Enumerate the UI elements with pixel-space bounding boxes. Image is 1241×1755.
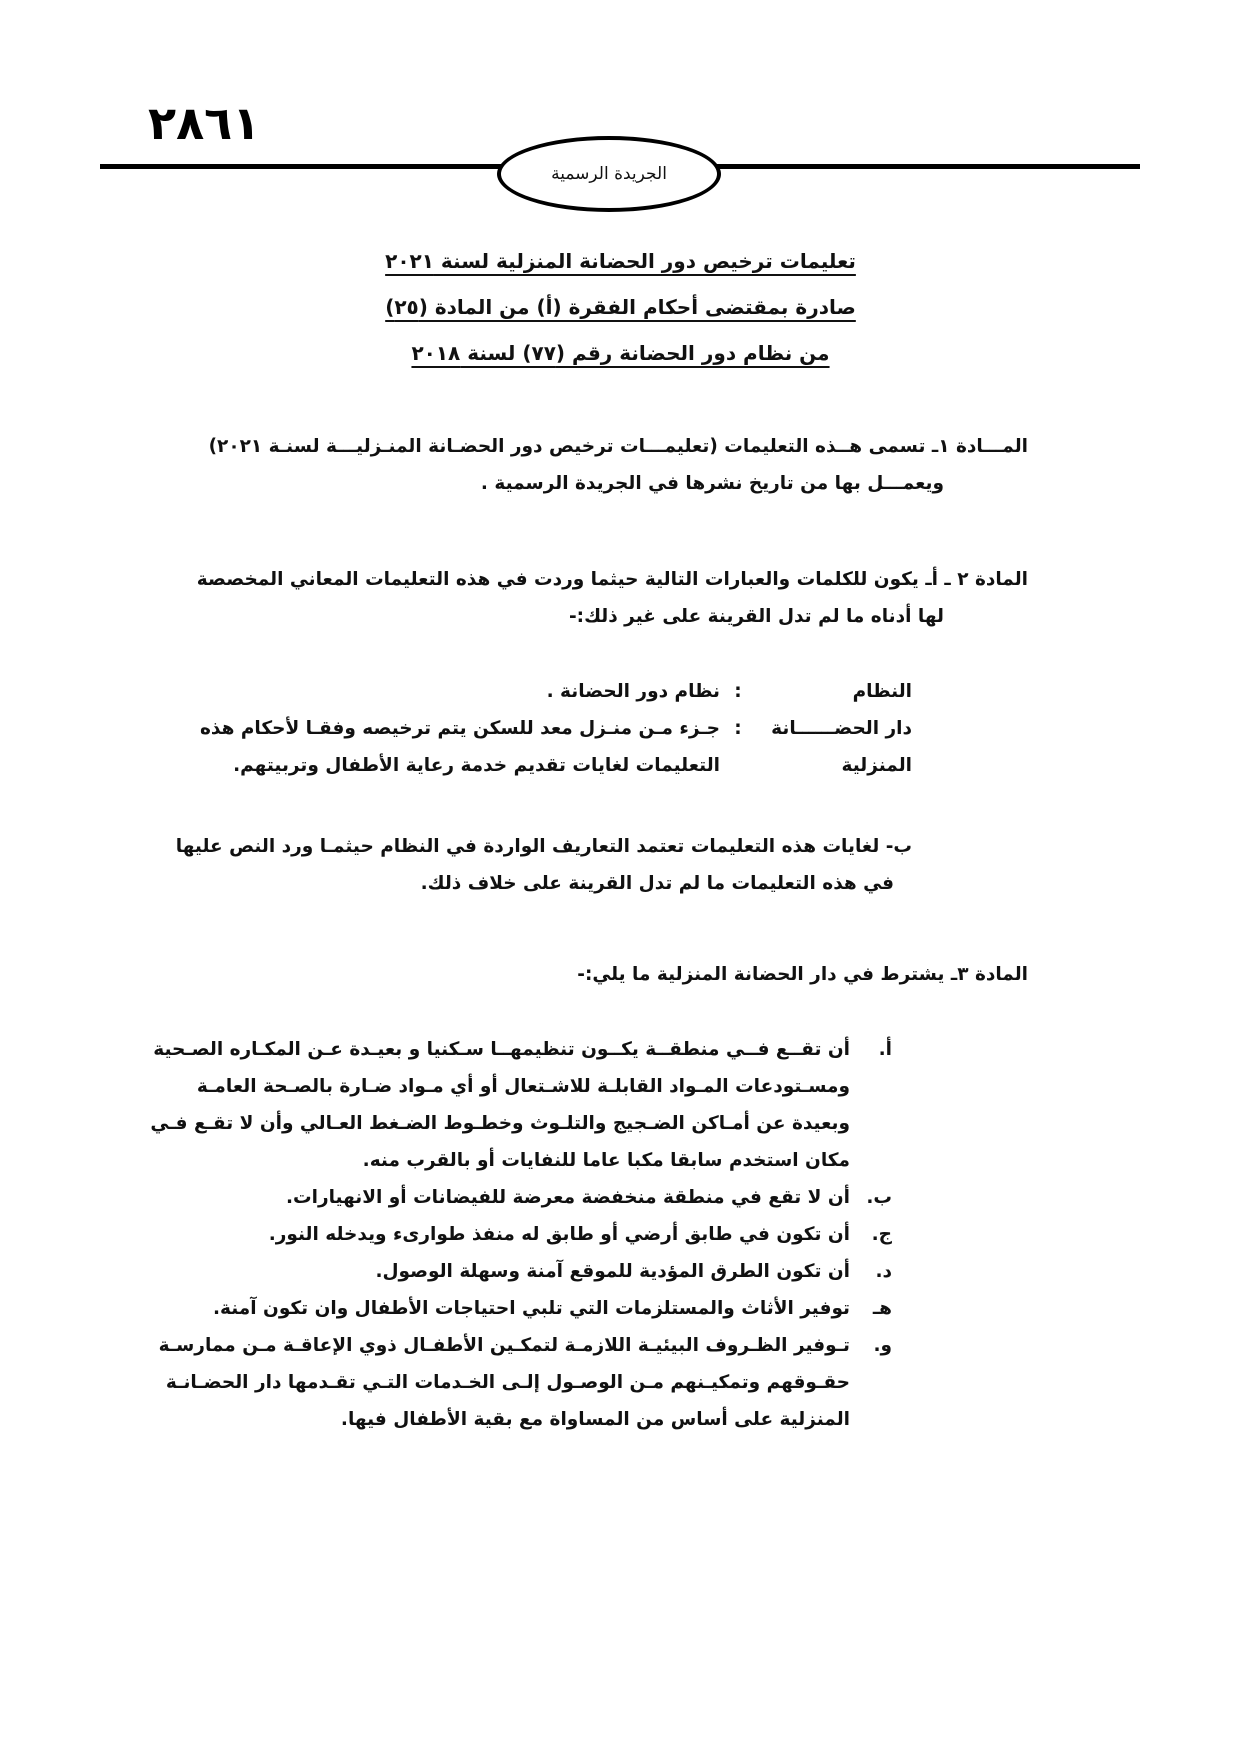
list-line: وبعيدة عن أمـاكن الضـجيج والتلـوث وخطـوط الضـغط العـالي وأن لا تقـع فـي [150, 1113, 850, 1134]
article-2 [148, 561, 1028, 635]
article-1 [148, 428, 1028, 502]
list-letter: د. [875, 1261, 892, 1282]
definition-row [148, 673, 912, 710]
list-letter: ج. [871, 1224, 892, 1245]
list-letter: و. [873, 1335, 892, 1356]
list-item [148, 1216, 892, 1253]
article-2-b-line-1: ب- لغايات هذه التعليمات تعتمد التعاريف الواردة في النظام حيثمـا ورد النص عليها [175, 836, 912, 857]
definition-row [148, 710, 912, 747]
definition-colon: : [734, 681, 742, 702]
list-line: المنزلية على أساس من المساواة مع بقية الأطفال فيها. [340, 1409, 850, 1430]
definition-text: نظام دور الحضانة . [546, 681, 720, 702]
list-item [148, 1253, 892, 1290]
article-1-line-2: ويعمـــل بها من تاريخ نشرها في الجريدة الرسمية . [480, 473, 944, 494]
definitions-table [148, 673, 912, 784]
list-item [148, 1290, 892, 1327]
article-2-b-line-2: في هذه التعليمات ما لم تدل القرينة على خلاف ذلك. [420, 873, 894, 894]
title-line-2: صادرة بمقتضى أحكام الفقرة (أ) من المادة (٢٥) [385, 295, 856, 319]
list-letter: ب. [866, 1187, 892, 1208]
definition-colon [720, 747, 756, 784]
definition-term: المنزلية [841, 755, 912, 776]
definition-text: التعليمات لغايات تقديم خدمة رعاية الأطفال وتربيتهم. [233, 755, 720, 776]
article-3-intro-text: المادة ٣ـ يشترط في دار الحضانة المنزلية ما يلي:- [577, 964, 1028, 985]
definition-text: جـزء مـن منـزل معد للسكن يتم ترخيصه وفقـا لأحكام هذه [199, 718, 720, 739]
list-line: توفير الأثاث والمستلزمات التي تلبي احتياجات الأطفال وان تكون آمنة. [213, 1298, 850, 1319]
list-letter: هـ [872, 1298, 892, 1319]
definition-row [148, 747, 912, 784]
list-line: مكان استخدم سابقا مكبا عاما للنفايات أو بالقرب منه. [362, 1150, 850, 1171]
list-line: أن تقــع فــي منطقــة يكــون تنظيمهــا سـكنيا و بعيـدة عـن المكـاره الصـحية [153, 1039, 850, 1060]
list-item [148, 1179, 892, 1216]
definition-term: دار الحضــــــانة [771, 718, 912, 739]
list-line: أن لا تقع في منطقة منخفضة معرضة للفيضانات أو الانهيارات. [285, 1187, 850, 1208]
definition-colon: : [734, 718, 742, 739]
definition-term: النظام [852, 681, 912, 702]
article-3-intro [148, 956, 1028, 993]
article-1-line-1: المـــادة ١ـ تسمى هــذه التعليمات (تعليمـــات ترخيص دور الحضـانة المنـزليـــة لسنـة ٢٠٢١) [208, 436, 1028, 457]
list-line: أن تكون في طابق أرضي أو طابق له منفذ طوارىء ويدخله النور. [268, 1224, 850, 1245]
gazette-oval-label [497, 136, 721, 212]
title-line-1: تعليمات ترخيص دور الحضانة المنزلية لسنة ٢٠٢١ [385, 249, 856, 273]
list-item [148, 1031, 892, 1179]
article-2-b [148, 828, 912, 902]
list-line: حقـوقهم وتمكيـنهم مـن الوصـول إلـى الخـدمات التـي تقـدمها دار الحضـانـة [165, 1372, 850, 1393]
article-2-line-2: لها أدناه ما لم تدل القرينة على غير ذلك:- [569, 606, 944, 627]
gazette-label: الجريدة الرسمية [551, 164, 667, 184]
article-2-line-1: المادة ٢ ـ أـ يكون للكلمات والعبارات التالية حيثما وردت في هذه التعليمات المعاني المخصصة [196, 569, 1028, 590]
list-line: تـوفير الظـروف البيئيـة اللازمـة لتمكـين الأطفـال ذوي الإعاقـة مـن ممارسـة [158, 1335, 850, 1356]
list-line: أن تكون الطرق المؤدية للموقع آمنة وسهلة الوصول. [375, 1261, 850, 1282]
document-title [0, 238, 1241, 376]
page-number: ٢٨٦١ [148, 96, 261, 150]
list-item [148, 1327, 892, 1438]
title-line-3: من نظام دور الحضانة رقم (٧٧) لسنة ٢٠١٨ [411, 341, 830, 365]
list-letter: أ. [878, 1039, 892, 1060]
list-line: ومسـتودعات المـواد القابلـة للاشـتعال أو أي مـواد ضـارة بالصـحة العامـة [196, 1076, 850, 1097]
article-3-list [148, 1031, 892, 1438]
